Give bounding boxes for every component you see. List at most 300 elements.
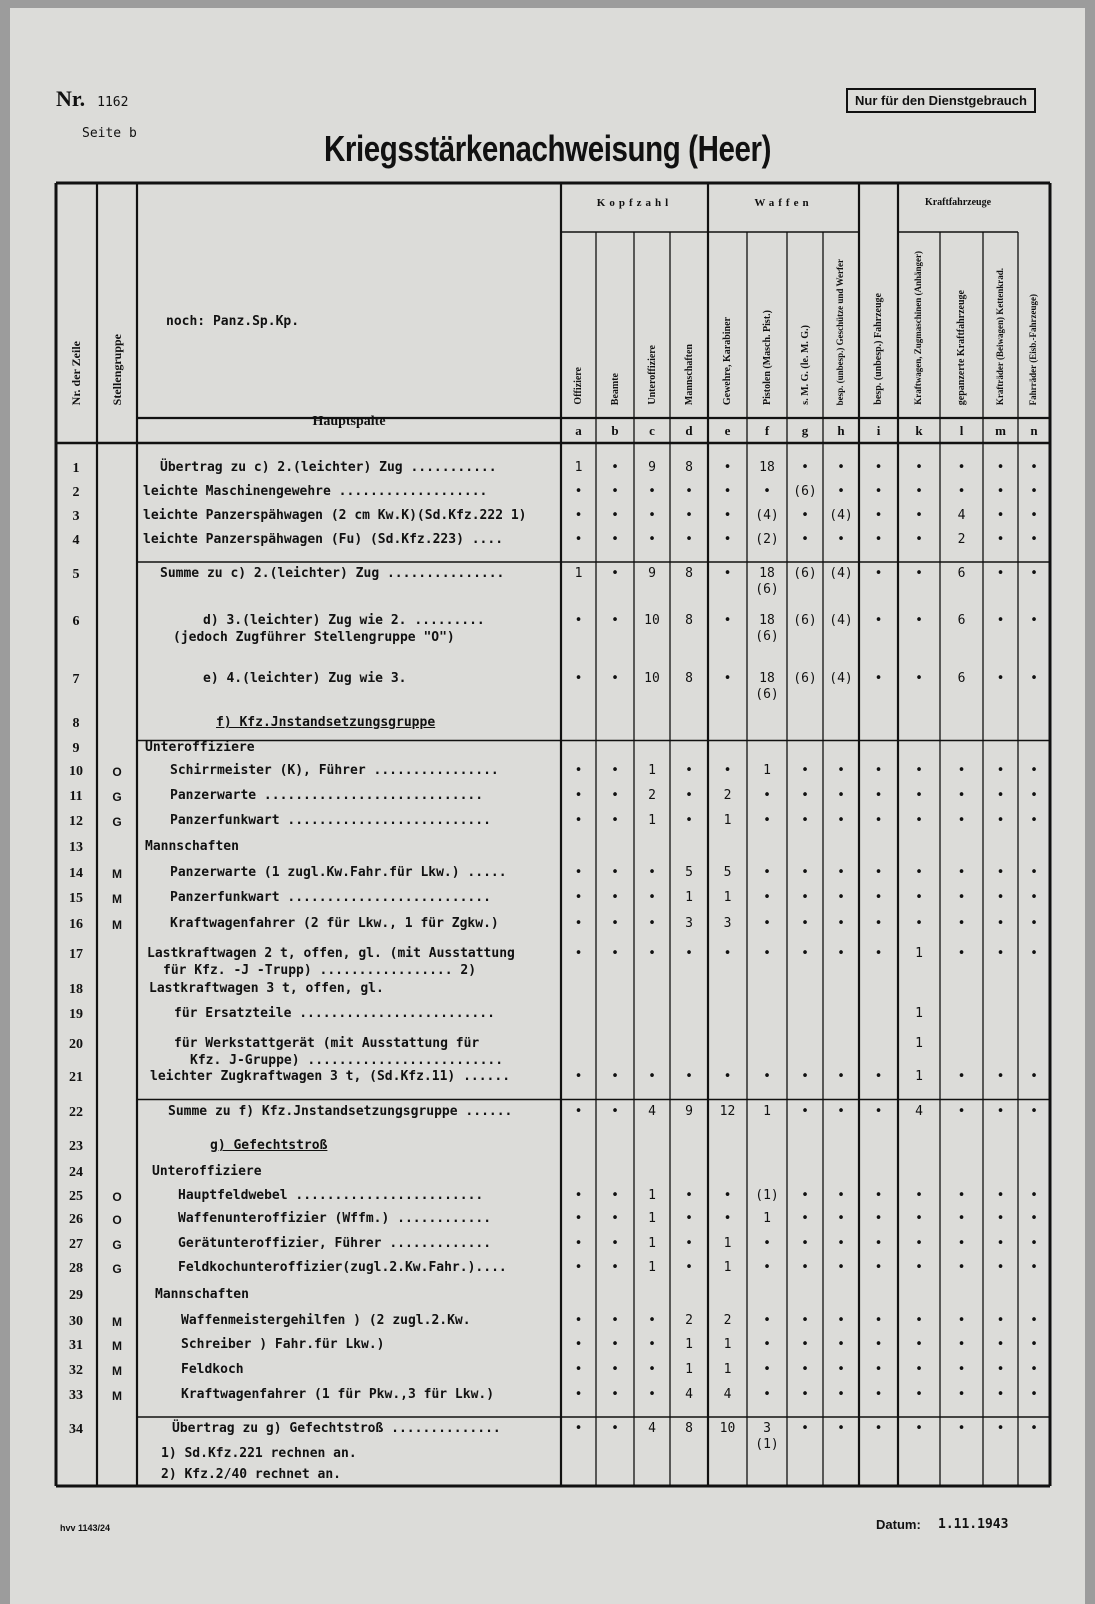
row-number: 6 (72, 614, 80, 629)
row-description: leichter Zugkraftwagen 3 t, (Sd.Kfz.11) ...... (150, 1069, 511, 1084)
col-letter-i: i (876, 423, 881, 438)
cell-h: • (837, 1188, 845, 1203)
cell-e: • (723, 566, 732, 581)
cell-c: 2 (648, 788, 656, 803)
row-number: 21 (69, 1070, 83, 1085)
cell-f: 18 (759, 566, 775, 581)
cell-d: 8 (685, 1421, 693, 1436)
unit-label: noch: Panz.Sp.Kp. (166, 314, 300, 329)
cell-m: • (996, 1260, 1005, 1275)
row-description: Unteroffiziere (145, 740, 255, 755)
cell-h: • (837, 1211, 845, 1226)
cell-d: • (685, 813, 693, 828)
row-description: d) 3.(leichter) Zug wie 2. ......... (203, 613, 485, 628)
stellengruppe-code: O (112, 1190, 122, 1204)
cell-a: 1 (574, 460, 583, 475)
cell-e: • (723, 763, 732, 778)
cell-i: • (874, 613, 883, 628)
cell-f: 18 (759, 613, 775, 628)
cell-c: 10 (644, 613, 660, 628)
cell-b: • (611, 890, 619, 905)
cell-c: • (648, 1069, 656, 1084)
cell-n: • (1030, 1104, 1038, 1119)
cell-e: • (723, 508, 732, 523)
cell-b: • (611, 1387, 619, 1402)
cell-l: • (957, 1104, 966, 1119)
main-column-label: Hauptspalte (312, 414, 386, 429)
cell-d: 8 (685, 671, 693, 686)
cell-e: 1 (723, 1236, 732, 1251)
cell-g: (6) (793, 566, 817, 581)
cell-l: • (957, 763, 966, 778)
cell-h: • (837, 813, 845, 828)
cell-l: • (957, 1337, 966, 1352)
cell-d: • (685, 1069, 693, 1084)
cell-g: (6) (793, 484, 817, 499)
cell-h: • (837, 1337, 845, 1352)
row-description: (jedoch Zugführer Stellengruppe "O") (173, 630, 455, 645)
cell-d: 4 (685, 1387, 693, 1402)
row-description: g) Gefechtstroß (210, 1138, 328, 1153)
cell-f: • (763, 946, 771, 961)
cell-i: • (874, 890, 883, 905)
cell-n: • (1030, 566, 1038, 581)
cell-f: • (763, 1387, 771, 1402)
cell-l: • (957, 916, 966, 931)
cell-b: • (611, 566, 619, 581)
cell-g: • (801, 1260, 809, 1275)
col-letter-k: k (915, 423, 923, 438)
cell-h: • (837, 946, 845, 961)
cell-c: 1 (648, 1236, 656, 1251)
cell-n: • (1030, 532, 1038, 547)
row-description: Feldkochunteroffizier(zugl.2.Kw.Fahr.).... (178, 1260, 507, 1275)
cell-f: 18 (759, 671, 775, 686)
cell-c: • (648, 532, 656, 547)
row-description: Waffenmeistergehilfen ) (2 zugl.2.Kw. (181, 1313, 471, 1328)
cell-d: 8 (685, 613, 693, 628)
row-description: Feldkoch (181, 1362, 244, 1377)
cell-h: • (837, 1104, 845, 1119)
cell-f: • (763, 890, 771, 905)
cell-f: 1 (763, 1211, 771, 1226)
cell-i: • (874, 1260, 883, 1275)
row-description: Schreiber ) Fahr.für Lkw.) (181, 1337, 385, 1352)
cell-m: • (996, 890, 1005, 905)
cell-d: 3 (685, 916, 693, 931)
cell-m: • (996, 1188, 1005, 1203)
cell-h: • (837, 532, 845, 547)
row-description: e) 4.(leichter) Zug wie 3. (203, 671, 407, 686)
cell-d: • (685, 1211, 693, 1226)
cell-e: 10 (719, 1421, 736, 1436)
row-number: 33 (69, 1388, 83, 1403)
cell-b: • (611, 1313, 619, 1328)
cell-i: • (874, 1362, 883, 1377)
row-number: 12 (69, 814, 83, 829)
cell-n: • (1030, 763, 1038, 778)
cell-a: • (574, 484, 583, 499)
cell-k: • (915, 788, 923, 803)
cell-m: • (996, 1387, 1005, 1402)
cell-c: • (648, 1387, 656, 1402)
cell-c: • (648, 1313, 656, 1328)
cell-d: 2 (685, 1313, 693, 1328)
row-number: 16 (69, 917, 83, 932)
cell-d: 1 (685, 1362, 693, 1377)
cell-n: • (1030, 1337, 1038, 1352)
cell-e: • (723, 1211, 732, 1226)
stellengruppe-code: O (112, 765, 122, 779)
cell-h: • (837, 1313, 845, 1328)
cell-d: • (685, 946, 693, 961)
col-letter-f: f (764, 423, 770, 438)
row-number: 22 (69, 1105, 83, 1120)
cell-d: 1 (685, 1337, 693, 1352)
cell-f: (2) (755, 532, 779, 547)
row-description: f) Kfz.Jnstandsetzungsgruppe (216, 715, 436, 730)
cell-d: 9 (685, 1104, 693, 1119)
cell-a: • (574, 1260, 583, 1275)
cell-l: 2 (957, 532, 966, 547)
cell-b: • (611, 484, 619, 499)
cell-g: • (801, 1313, 809, 1328)
cell-h: • (837, 1069, 845, 1084)
cell-a: • (574, 1188, 583, 1203)
col-letter-g: g (801, 423, 809, 438)
cell-l: • (957, 1260, 966, 1275)
cell-c: 1 (648, 813, 656, 828)
cell-a: • (574, 1313, 583, 1328)
cell-k: • (915, 1337, 923, 1352)
cell-d: • (685, 1188, 693, 1203)
nr-value: 1162 (97, 95, 129, 110)
row-number: 1 (72, 461, 80, 476)
cell-k: • (915, 1188, 923, 1203)
row-description: Summe zu f) Kfz.Jnstandsetzungsgruppe ...... (168, 1104, 513, 1119)
cell-e: 1 (723, 1337, 732, 1352)
cell-d: 1 (685, 890, 693, 905)
cell-c: 1 (648, 1188, 656, 1203)
col-letter-c: c (649, 423, 655, 438)
cell-i: • (874, 566, 883, 581)
cell-l: • (957, 1362, 966, 1377)
cell-n: • (1030, 671, 1038, 686)
cell-n: • (1030, 1236, 1038, 1251)
cell-a: • (574, 1337, 583, 1352)
cell-f: • (763, 1362, 771, 1377)
col-header-stellengruppe: Stellengruppe (109, 334, 124, 406)
cell-i: • (874, 1211, 883, 1226)
cell-h: • (837, 890, 845, 905)
cell-k: • (915, 813, 923, 828)
row-description: Panzerwarte ............................ (170, 788, 484, 803)
cell-a: • (574, 1236, 583, 1251)
row-number: 29 (69, 1288, 83, 1303)
cell-k: • (915, 1236, 923, 1251)
cell-b: • (611, 813, 619, 828)
cell-k: 1 (915, 946, 923, 961)
cell-n: • (1030, 890, 1038, 905)
cell-e: 5 (723, 865, 732, 880)
stellengruppe-code: M (112, 1364, 122, 1378)
cell-h: • (837, 865, 845, 880)
cell-d: 8 (685, 566, 693, 581)
cell-d: 8 (685, 460, 693, 475)
cell-g: • (801, 1104, 809, 1119)
col-letter-d: d (685, 423, 693, 438)
cell-f: (1) (755, 1188, 779, 1203)
cell-i: • (874, 865, 883, 880)
cell-d: • (685, 788, 693, 803)
cell-g: • (801, 1188, 809, 1203)
cell-k: • (915, 890, 923, 905)
cell-e: 1 (723, 813, 732, 828)
row-number: 28 (69, 1261, 83, 1276)
cell-n: • (1030, 460, 1038, 475)
row-number: 13 (69, 840, 83, 855)
cell-c: • (648, 484, 656, 499)
cell-h: • (837, 1260, 845, 1275)
cell-h: (4) (829, 613, 853, 628)
row-number: 25 (69, 1189, 83, 1204)
cell-e: • (723, 613, 732, 628)
cell-n: • (1030, 1188, 1038, 1203)
cell-i: • (874, 1387, 883, 1402)
cell-f: • (763, 1236, 771, 1251)
row-number: 9 (72, 741, 80, 756)
cell-b: • (611, 946, 619, 961)
cell-f: (4) (755, 508, 779, 523)
row-number: 30 (69, 1314, 83, 1329)
page-indicator: Seite b (82, 126, 137, 141)
cell-m: • (996, 566, 1005, 581)
cell-b: • (611, 613, 619, 628)
cell-c: 9 (648, 566, 656, 581)
cell-n: • (1030, 1069, 1038, 1084)
row-number: 19 (69, 1007, 83, 1022)
cell-h: • (837, 1236, 845, 1251)
cell-f: • (763, 1260, 771, 1275)
cell-b: • (611, 1260, 619, 1275)
cell-n: • (1030, 946, 1038, 961)
row-description: Kfz. J-Gruppe) ......................... (190, 1053, 504, 1068)
row-description: für Kfz. -J -Trupp) ................. 2) (163, 963, 477, 978)
cell-i: • (874, 1188, 883, 1203)
cell-k: • (915, 460, 923, 475)
cell-l: • (957, 890, 966, 905)
cell-f-sub: (6) (755, 629, 779, 644)
row-description: Panzerfunkwart .......................... (170, 890, 491, 905)
cell-b: • (611, 460, 619, 475)
row-description: Gerätunteroffizier, Führer ............. (178, 1236, 492, 1251)
cell-k: • (915, 1260, 923, 1275)
row-description: Unteroffiziere (152, 1164, 262, 1179)
cell-k: • (915, 532, 923, 547)
cell-l: • (957, 865, 966, 880)
row-description: Übertrag zu c) 2.(leichter) Zug ........... (160, 460, 497, 475)
cell-k: • (915, 566, 923, 581)
cell-b: • (611, 865, 619, 880)
cell-g: • (801, 1236, 809, 1251)
cell-l: • (957, 813, 966, 828)
cell-l: • (957, 1236, 966, 1251)
cell-g: • (801, 508, 809, 523)
cell-g: • (801, 813, 809, 828)
datum-value: 1.11.1943 (938, 1517, 1009, 1532)
cell-m: • (996, 1104, 1005, 1119)
cell-b: • (611, 1211, 619, 1226)
row-description: für Ersatzteile ......................... (174, 1006, 495, 1021)
cell-f: 1 (763, 763, 771, 778)
cell-g: • (801, 916, 809, 931)
cell-h: (4) (829, 566, 853, 581)
cell-l: 6 (957, 613, 966, 628)
group-kraftfahrzeuge: Kraftfahrzeuge (924, 197, 992, 208)
stellengruppe-code: M (112, 918, 122, 932)
cell-f: • (763, 788, 771, 803)
col-header-k: Kraftwagen, Zugmaschinen (Anhänger) (913, 251, 923, 405)
cell-g: • (801, 1387, 809, 1402)
cell-k: • (915, 613, 923, 628)
row-description: Mannschaften (145, 839, 239, 854)
row-description: Summe zu c) 2.(leichter) Zug ............... (160, 566, 505, 581)
cell-b: • (611, 532, 619, 547)
cell-a: • (574, 1387, 583, 1402)
cell-e: • (723, 946, 732, 961)
footnote: 1) Sd.Kfz.221 rechnen an. (161, 1446, 357, 1461)
row-number: 10 (69, 764, 83, 779)
cell-m: • (996, 1069, 1005, 1084)
cell-a: • (574, 813, 583, 828)
cell-m: • (996, 788, 1005, 803)
cell-a: • (574, 1421, 583, 1436)
cell-h: (4) (829, 671, 853, 686)
cell-m: • (996, 1236, 1005, 1251)
row-number: 8 (72, 716, 80, 731)
cell-a: • (574, 1362, 583, 1377)
col-letter-l: l (959, 423, 964, 438)
row-number: 31 (69, 1338, 83, 1353)
cell-d: • (685, 508, 693, 523)
cell-l: • (957, 460, 966, 475)
cell-i: • (874, 1104, 883, 1119)
cell-c: • (648, 890, 656, 905)
row-description: Lastkraftwagen 2 t, offen, gl. (mit Ausstattung (147, 946, 515, 961)
cell-a: • (574, 946, 583, 961)
stellengruppe-code: M (112, 892, 122, 906)
cell-c: 4 (648, 1421, 656, 1436)
row-number: 27 (69, 1237, 83, 1252)
cell-i: • (874, 763, 883, 778)
col-letter-e: e (724, 423, 731, 438)
cell-a: • (574, 671, 583, 686)
cell-d: • (685, 763, 693, 778)
cell-i: • (874, 1236, 883, 1251)
cell-d: • (685, 532, 693, 547)
cell-b: • (611, 916, 619, 931)
cell-f: • (763, 865, 771, 880)
cell-e: 1 (723, 1260, 732, 1275)
cell-f-sub: (6) (755, 687, 779, 702)
cell-e: 2 (723, 1313, 732, 1328)
row-description: leichte Panzerspähwagen (2 cm Kw.K)(Sd.Kfz.222 1) (143, 508, 527, 523)
cell-e: 4 (723, 1387, 732, 1402)
cell-h: • (837, 460, 845, 475)
row-description: Mannschaften (155, 1287, 249, 1302)
cell-n: • (1030, 1362, 1038, 1377)
cell-g: • (801, 460, 809, 475)
cell-m: • (996, 1211, 1005, 1226)
col-header-h: besp. (unbesp.) Geschütze und Werfer (835, 259, 845, 406)
cell-m: • (996, 1421, 1005, 1436)
row-number: 24 (69, 1165, 83, 1180)
cell-b: • (611, 1069, 619, 1084)
page-title: Kriegsstärkenachweisung (Heer) (323, 128, 772, 169)
row-description: Kraftwagenfahrer (1 für Pkw.,3 für Lkw.) (181, 1387, 495, 1402)
cell-n: • (1030, 1211, 1038, 1226)
row-description: leichte Panzerspähwagen (Fu) (Sd.Kfz.223) .... (143, 532, 504, 547)
cell-l: • (957, 1211, 966, 1226)
footnote: 2) Kfz.2/40 rechnet an. (161, 1467, 342, 1482)
cell-i: • (874, 508, 883, 523)
stellengruppe-code: M (112, 1389, 122, 1403)
row-number: 17 (69, 947, 83, 962)
cell-a: • (574, 788, 583, 803)
cell-c: • (648, 508, 656, 523)
col-header-i: besp. (unbesp.) Fahrzeuge (873, 293, 884, 405)
cell-b: • (611, 788, 619, 803)
cell-i: • (874, 484, 883, 499)
cell-m: • (996, 532, 1005, 547)
cell-a: • (574, 865, 583, 880)
cell-n: • (1030, 613, 1038, 628)
row-number: 7 (72, 672, 80, 687)
cell-k: • (915, 1387, 923, 1402)
cell-l: • (957, 1069, 966, 1084)
stellengruppe-code: G (112, 1238, 122, 1252)
cell-n: • (1030, 1421, 1038, 1436)
row-number: 32 (69, 1363, 83, 1378)
col-header-d: Mannschaften (683, 344, 695, 406)
cell-i: • (874, 813, 883, 828)
cell-e: • (723, 484, 732, 499)
cell-a: 1 (574, 566, 583, 581)
cell-a: • (574, 1211, 583, 1226)
stellengruppe-code: M (112, 867, 122, 881)
cell-g: • (801, 532, 809, 547)
cell-l: • (957, 1421, 966, 1436)
col-header-f: Pistolen (Masch. Pist.) (761, 310, 773, 405)
cell-d: • (685, 1236, 693, 1251)
cell-k: • (915, 508, 923, 523)
row-description: Übertrag zu g) Gefechtstroß .............. (172, 1421, 501, 1436)
cell-k: 1 (915, 1006, 923, 1021)
cell-g: • (801, 1362, 809, 1377)
cell-m: • (996, 1313, 1005, 1328)
col-header-m: Krafträder (Beiwagen) Kettenkrad. (994, 268, 1005, 406)
cell-g: (6) (793, 613, 817, 628)
row-description: Waffenunteroffizier (Wffm.) ............ (178, 1211, 492, 1226)
cell-i: • (874, 460, 883, 475)
cell-f: • (763, 813, 771, 828)
cell-b: • (611, 1362, 619, 1377)
cell-k: 1 (915, 1069, 923, 1084)
cell-a: • (574, 890, 583, 905)
cell-h: • (837, 484, 845, 499)
cell-c: • (648, 1337, 656, 1352)
cell-l: • (957, 1387, 966, 1402)
